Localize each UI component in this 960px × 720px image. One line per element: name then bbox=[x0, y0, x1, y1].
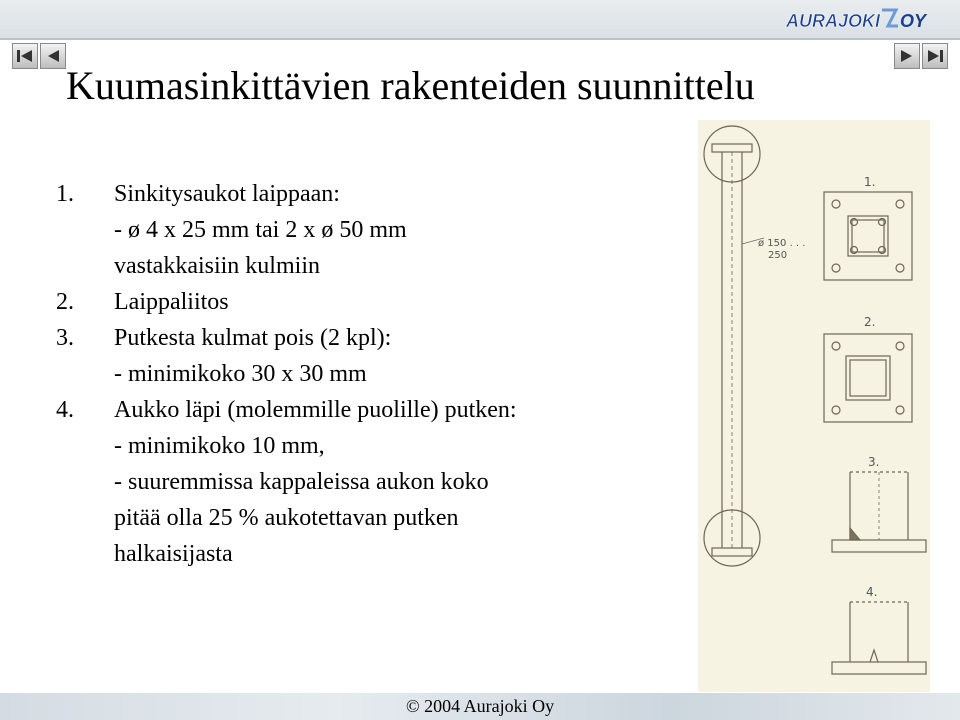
figure-label-4: 4. bbox=[866, 585, 878, 599]
item-text: Aukko läpi (molemmille puolille) putken: bbox=[114, 397, 517, 423]
next-slide-button[interactable] bbox=[894, 43, 920, 69]
last-slide-button[interactable] bbox=[922, 43, 948, 69]
item-text: pitää olla 25 % aukotettavan putken bbox=[114, 505, 459, 531]
item-number: 3. bbox=[56, 325, 74, 351]
figure-label-3: 3. bbox=[868, 455, 880, 469]
last-slide-icon bbox=[926, 47, 944, 65]
dimension-label: ø 150 . . . bbox=[758, 238, 806, 249]
figure-label-1: 1. bbox=[864, 175, 876, 189]
item-number: 2. bbox=[56, 289, 74, 315]
first-slide-icon bbox=[16, 47, 34, 65]
first-slide-button[interactable] bbox=[12, 43, 38, 69]
list-item-2 bbox=[56, 284, 696, 320]
list-item-4 bbox=[56, 392, 696, 572]
svg-text:OY: OY bbox=[900, 11, 927, 31]
aurajoki-logo bbox=[784, 6, 936, 34]
list-item-1 bbox=[56, 176, 696, 284]
item-text: - ø 4 x 25 mm tai 2 x ø 50 mm bbox=[114, 217, 407, 243]
previous-slide-button[interactable] bbox=[40, 43, 66, 69]
technical-drawing bbox=[698, 120, 930, 692]
item-text: halkaisijasta bbox=[114, 541, 233, 567]
next-slide-icon bbox=[898, 47, 916, 65]
item-number: 4. bbox=[56, 397, 74, 423]
figure-label-2: 2. bbox=[864, 315, 876, 329]
numbered-list bbox=[56, 176, 696, 572]
item-text: Putkesta kulmat pois (2 kpl): bbox=[114, 325, 392, 351]
item-text: - minimikoko 30 x 30 mm bbox=[114, 361, 367, 387]
item-number: 1. bbox=[56, 181, 74, 207]
slide-title: Kuumasinkittävien rakenteiden suunnittelu bbox=[66, 63, 755, 108]
item-text: - suuremmissa kappaleissa aukon koko bbox=[114, 469, 489, 495]
previous-slide-icon bbox=[44, 47, 62, 65]
item-text: vastakkaisiin kulmiin bbox=[114, 253, 320, 279]
dimension-label-2: 250 bbox=[768, 250, 788, 261]
item-text: Sinkitysaukot laippaan: bbox=[114, 181, 340, 207]
list-item-3 bbox=[56, 320, 696, 392]
copyright-footer: © 2004 Aurajoki Oy bbox=[406, 696, 555, 716]
item-text: Laippaliitos bbox=[114, 289, 229, 315]
svg-text:AURAJOKI: AURAJOKI bbox=[786, 11, 881, 31]
item-text: - minimikoko 10 mm, bbox=[114, 433, 325, 459]
